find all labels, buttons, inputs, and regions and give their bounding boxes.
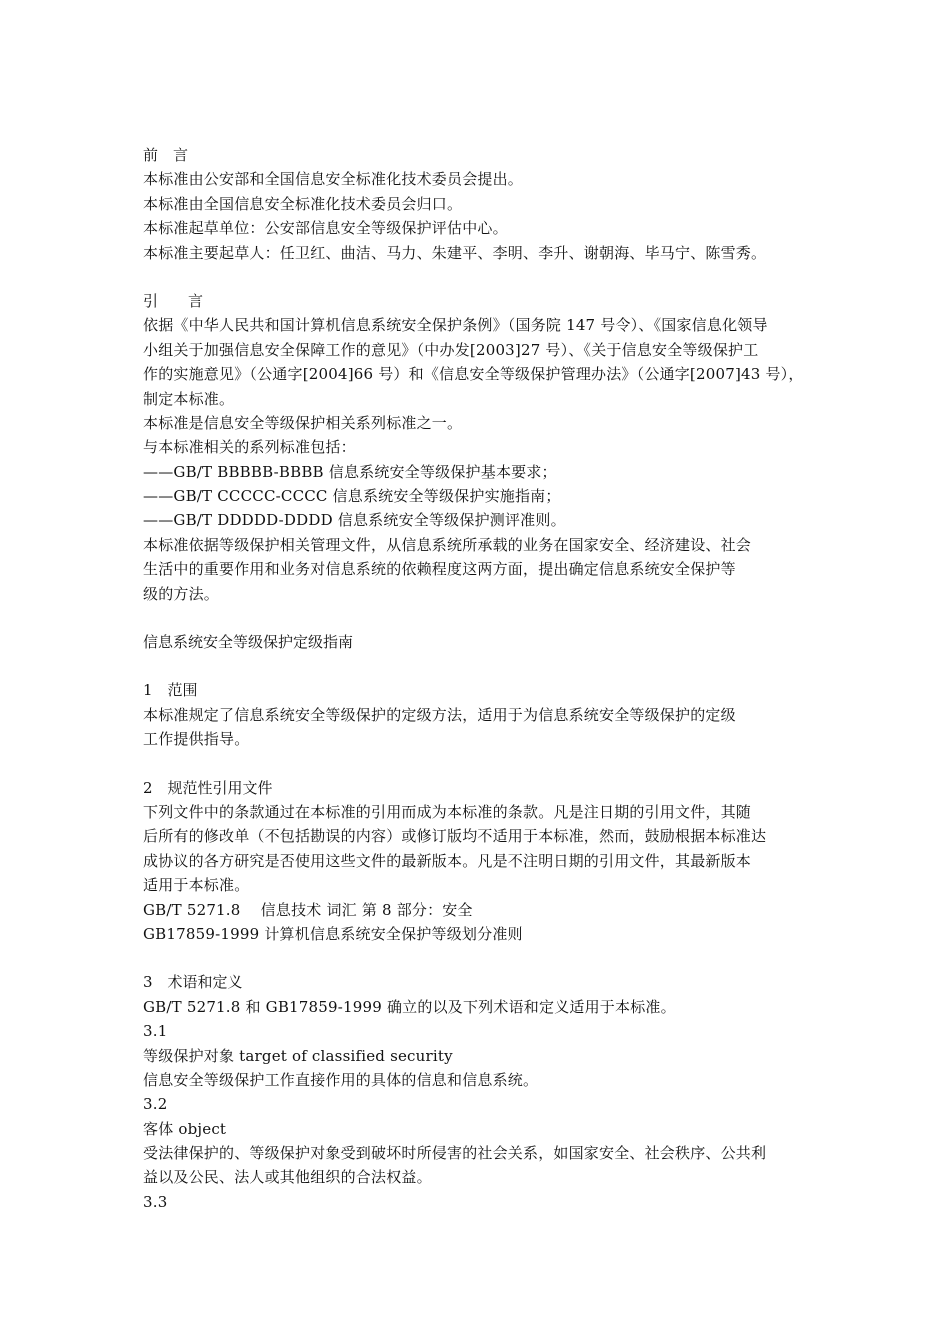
introduction-line: 本标准是信息安全等级保护相关系列标准之一。 bbox=[143, 413, 463, 432]
terms-line: 3.2 bbox=[143, 1095, 168, 1114]
section-gap bbox=[143, 265, 823, 289]
scope-line: 工作提供指导。 bbox=[143, 730, 250, 749]
terms-line: 3.1 bbox=[143, 1022, 168, 1041]
terms-line: 等级保护对象 target of classified security bbox=[143, 1046, 453, 1065]
normative-refs-line: 后所有的修改单（不包括勘误的内容）或修订版均不适用于本标准，然而，鼓励根据本标准达 bbox=[143, 827, 767, 846]
introduction-line: ——GB/T BBBBB-BBBB 信息系统安全等级保护基本要求； bbox=[143, 462, 557, 481]
document-title: 信息系统安全等级保护定级指南 bbox=[143, 633, 354, 652]
scope-line: 本标准规定了信息系统安全等级保护的定级方法，适用于为信息系统安全等级保护的定级 bbox=[143, 705, 736, 724]
introduction-line: 与本标准相关的系列标准包括： bbox=[143, 438, 356, 457]
terms-line: 益以及公民、法人或其他组织的合法权益。 bbox=[143, 1168, 432, 1187]
terms-line: 客体 object bbox=[143, 1119, 227, 1138]
introduction-line: 制定本标准。 bbox=[143, 389, 235, 408]
terms-heading: 3 术语和定义 bbox=[143, 973, 243, 992]
introduction-line: 生活中的重要作用和业务对信息系统的依赖程度这两方面，提出确定信息系统安全保护等 bbox=[143, 560, 736, 579]
foreword-line: 本标准由全国信息安全标准化技术委员会归口。 bbox=[143, 194, 463, 213]
terms-line: 信息安全等级保护工作直接作用的具体的信息和信息系统。 bbox=[143, 1070, 539, 1089]
section-gap bbox=[143, 752, 823, 776]
scope-heading: 1 范围 bbox=[143, 681, 198, 700]
terms-line: 受法律保护的、等级保护对象受到破坏时所侵害的社会关系，如国家安全、社会秩序、公共利 bbox=[143, 1144, 767, 1163]
normative-refs-line: GB17859-1999 计算机信息系统安全保护等级划分准则 bbox=[143, 924, 523, 943]
introduction-line: 级的方法。 bbox=[143, 584, 220, 603]
terms-line: GB/T 5271.8 和 GB17859-1999 确立的以及下列术语和定义适用于本标准。 bbox=[143, 997, 676, 1016]
introduction-line: 依据《中华人民共和国计算机信息系统安全保护条例》（国务院 147 号令）、《国家信息化领导 bbox=[143, 316, 768, 335]
introduction-line: ——GB/T CCCCC-CCCC 信息系统安全等级保护实施指南； bbox=[143, 487, 561, 506]
terms-line: 3.3 bbox=[143, 1192, 168, 1211]
normative-refs-line: 下列文件中的条款通过在本标准的引用而成为本标准的条款。凡是注日期的引用文件，其随 bbox=[143, 802, 752, 821]
introduction-line: 本标准依据等级保护相关管理文件，从信息系统所承载的业务在国家安全、经济建设、社会 bbox=[143, 535, 752, 554]
normative-refs-line: 成协议的各方研究是否使用这些文件的最新版本。凡是不注明日期的引用文件，其最新版本 bbox=[143, 851, 752, 870]
section-gap bbox=[143, 654, 823, 678]
foreword-line: 本标准起草单位：公安部信息安全等级保护评估中心。 bbox=[143, 219, 508, 238]
foreword-line: 本标准由公安部和全国信息安全标准化技术委员会提出。 bbox=[143, 170, 524, 189]
foreword-heading: 前 言 bbox=[143, 146, 189, 164]
foreword-line: 本标准主要起草人：任卫红、曲洁、马力、朱建平、李明、李升、谢朝海、毕马宁、陈雪秀。 bbox=[143, 243, 767, 262]
introduction-line: 小组关于加强信息安全保障工作的意见》（中办发[2003]27 号）、《关于信息安全等级保护工 bbox=[143, 340, 759, 359]
normative-refs-heading: 2 规范性引用文件 bbox=[143, 778, 273, 797]
introduction-line: ——GB/T DDDDD-DDDD 信息系统安全等级保护测评准则。 bbox=[143, 511, 566, 530]
normative-refs-line: 适用于本标准。 bbox=[143, 876, 250, 895]
normative-refs-line: GB/T 5271.8 信息技术 词汇 第 8 部分：安全 bbox=[143, 900, 473, 919]
introduction-heading: 引 言 bbox=[143, 291, 204, 310]
introduction-line: 作的实施意见》（公通字[2004]66 号）和《信息安全等级保护管理办法》（公通字[2007]43 号）， bbox=[143, 365, 804, 384]
section-gap bbox=[143, 946, 823, 970]
document-page bbox=[143, 143, 823, 1214]
section-gap bbox=[143, 606, 823, 630]
